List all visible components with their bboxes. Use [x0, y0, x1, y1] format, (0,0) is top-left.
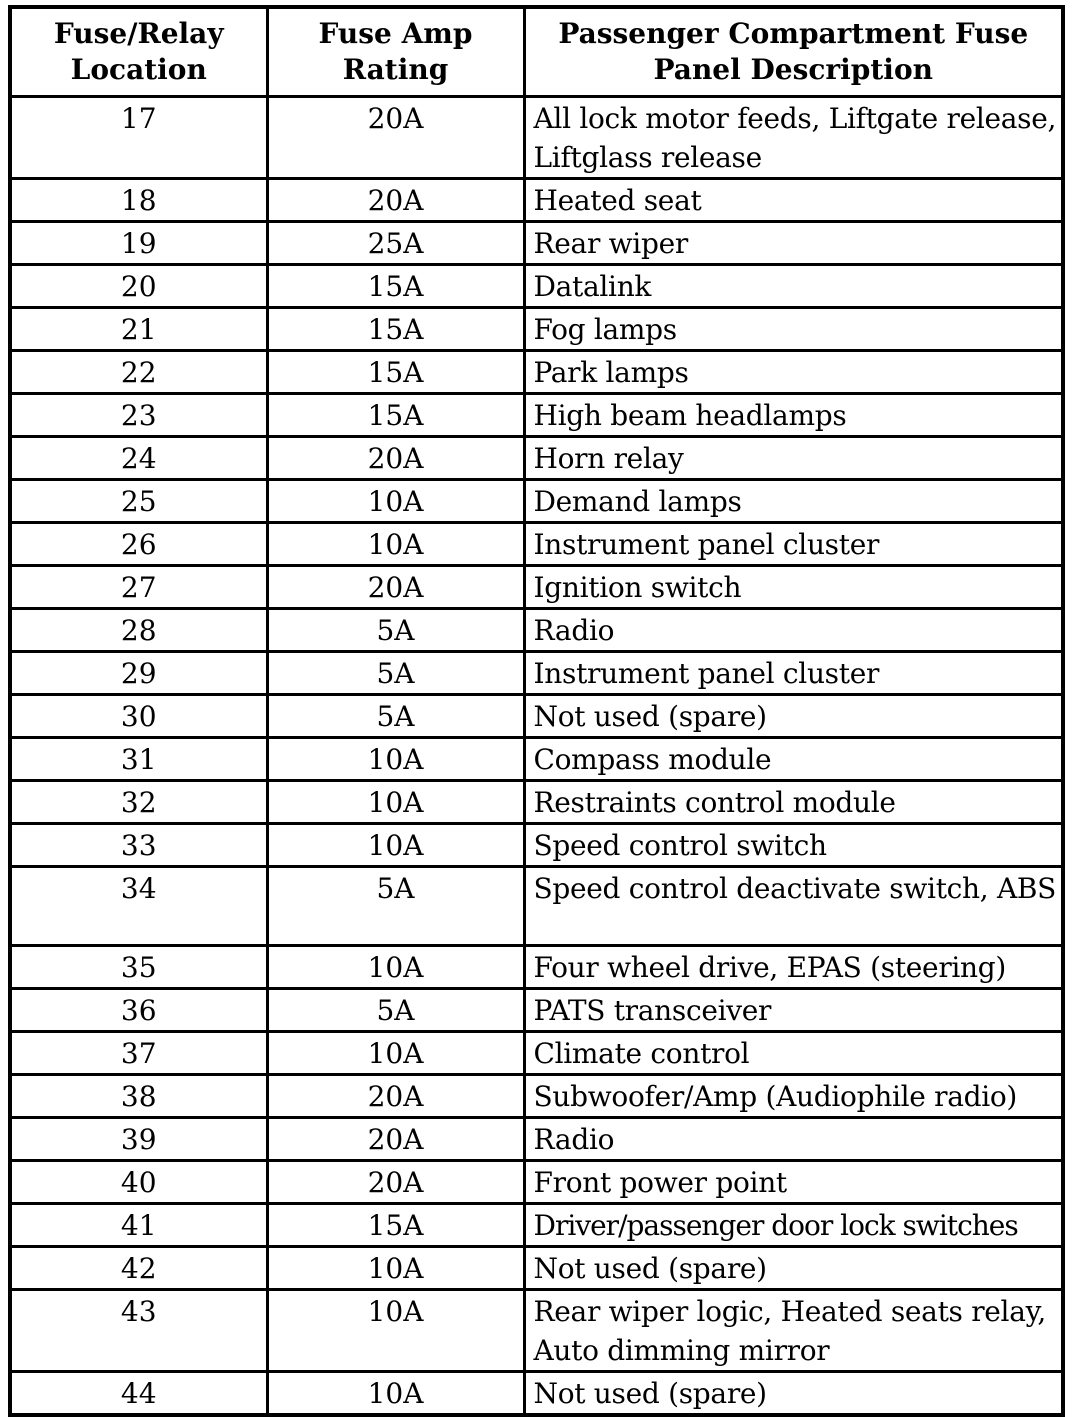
fuse-location: 25	[10, 480, 267, 523]
table-row	[10, 609, 1063, 652]
fuse-description: Horn relay	[524, 437, 1063, 480]
fuse-location: 35	[10, 946, 267, 989]
fuse-amp: 10A	[267, 1247, 524, 1290]
fuse-amp: 10A	[267, 1372, 524, 1416]
fuse-amp: 20A	[267, 437, 524, 480]
fuse-description: Compass module	[524, 738, 1063, 781]
fuse-description: Driver/passenger door lock switches	[524, 1204, 1063, 1247]
fuse-description: Instrument panel cluster	[524, 652, 1063, 695]
fuse-amp: 5A	[267, 989, 524, 1032]
fuse-location: 44	[10, 1372, 267, 1416]
fuse-description: High beam headlamps	[524, 394, 1063, 437]
table-row	[10, 265, 1063, 308]
fuse-location: 27	[10, 566, 267, 609]
fuse-description: Front power point	[524, 1161, 1063, 1204]
fuse-description: Demand lamps	[524, 480, 1063, 523]
fuse-amp: 15A	[267, 394, 524, 437]
fuse-location: 40	[10, 1161, 267, 1204]
fuse-description: Datalink	[524, 265, 1063, 308]
table-row	[10, 867, 1063, 946]
fuse-location: 33	[10, 824, 267, 867]
table-row	[10, 1118, 1063, 1161]
fuse-description: Instrument panel cluster	[524, 523, 1063, 566]
fuse-description: Speed control switch	[524, 824, 1063, 867]
table-row	[10, 523, 1063, 566]
fuse-description: Subwoofer/Amp (Audiophile radio)	[524, 1075, 1063, 1118]
fuse-amp: 10A	[267, 480, 524, 523]
fuse-description: Restraints control module	[524, 781, 1063, 824]
table-row	[10, 179, 1063, 222]
table-row	[10, 97, 1063, 179]
fuse-description: Rear wiper	[524, 222, 1063, 265]
fuse-amp: 5A	[267, 695, 524, 738]
fuse-location: 29	[10, 652, 267, 695]
table-row	[10, 781, 1063, 824]
fuse-location: 30	[10, 695, 267, 738]
fuse-description: Climate control	[524, 1032, 1063, 1075]
table-row	[10, 394, 1063, 437]
fuse-amp: 10A	[267, 1032, 524, 1075]
fuse-location: 32	[10, 781, 267, 824]
fuse-amp: 5A	[267, 609, 524, 652]
fuse-description: Four wheel drive, EPAS (steering)	[524, 946, 1063, 989]
fuse-location: 36	[10, 989, 267, 1032]
fuse-location: 28	[10, 609, 267, 652]
fuse-description: Heated seat	[524, 179, 1063, 222]
fuse-table	[8, 5, 1065, 1417]
fuse-description: PATS transceiver	[524, 989, 1063, 1032]
fuse-amp: 20A	[267, 566, 524, 609]
fuse-location: 41	[10, 1204, 267, 1247]
table-row	[10, 1372, 1063, 1416]
fuse-amp: 15A	[267, 265, 524, 308]
header-amp-rating: Fuse Amp Rating	[267, 7, 524, 97]
fuse-amp: 15A	[267, 351, 524, 394]
table-row	[10, 695, 1063, 738]
fuse-amp: 10A	[267, 523, 524, 566]
table-row	[10, 1290, 1063, 1372]
table-row	[10, 222, 1063, 265]
table-row	[10, 351, 1063, 394]
table-row	[10, 1032, 1063, 1075]
fuse-location: 26	[10, 523, 267, 566]
fuse-location: 22	[10, 351, 267, 394]
fuse-description: Radio	[524, 609, 1063, 652]
fuse-amp: 10A	[267, 1290, 524, 1372]
header-description: Passenger Compartment Fuse Panel Description	[524, 7, 1063, 97]
fuse-amp: 5A	[267, 867, 524, 946]
fuse-location: 31	[10, 738, 267, 781]
fuse-amp: 20A	[267, 1118, 524, 1161]
fuse-location: 19	[10, 222, 267, 265]
header-location: Fuse/Relay Location	[10, 7, 267, 97]
table-row	[10, 824, 1063, 867]
fuse-location: 17	[10, 97, 267, 179]
fuse-location: 37	[10, 1032, 267, 1075]
fuse-amp: 10A	[267, 946, 524, 989]
fuse-location: 43	[10, 1290, 267, 1372]
table-row	[10, 1247, 1063, 1290]
fuse-description: Ignition switch	[524, 566, 1063, 609]
fuse-amp: 10A	[267, 824, 524, 867]
fuse-amp: 20A	[267, 179, 524, 222]
fuse-amp: 15A	[267, 1204, 524, 1247]
fuse-location: 20	[10, 265, 267, 308]
fuse-amp: 25A	[267, 222, 524, 265]
fuse-amp: 20A	[267, 97, 524, 179]
fuse-description: All lock motor feeds, Liftgate release, Liftglass release	[524, 97, 1063, 179]
fuse-amp: 10A	[267, 781, 524, 824]
table-row	[10, 946, 1063, 989]
fuse-location: 21	[10, 308, 267, 351]
fuse-amp: 10A	[267, 738, 524, 781]
table-row	[10, 480, 1063, 523]
fuse-description: Radio	[524, 1118, 1063, 1161]
table-row	[10, 1075, 1063, 1118]
fuse-amp: 20A	[267, 1075, 524, 1118]
table-row	[10, 308, 1063, 351]
fuse-location: 24	[10, 437, 267, 480]
fuse-location: 39	[10, 1118, 267, 1161]
fuse-description: Not used (spare)	[524, 1247, 1063, 1290]
fuse-description: Not used (spare)	[524, 1372, 1063, 1416]
fuse-location: 42	[10, 1247, 267, 1290]
fuse-location: 18	[10, 179, 267, 222]
table-row	[10, 1161, 1063, 1204]
fuse-description: Fog lamps	[524, 308, 1063, 351]
table-row	[10, 652, 1063, 695]
table-row	[10, 738, 1063, 781]
fuse-description: Not used (spare)	[524, 695, 1063, 738]
fuse-location: 23	[10, 394, 267, 437]
header-row	[10, 7, 1063, 97]
fuse-description: Park lamps	[524, 351, 1063, 394]
fuse-location: 38	[10, 1075, 267, 1118]
fuse-description: Rear wiper logic, Heated seats relay, Auto dimming mirror	[524, 1290, 1063, 1372]
fuse-amp: 15A	[267, 308, 524, 351]
fuse-description: Speed control deactivate switch, ABS	[524, 867, 1063, 946]
table-row	[10, 437, 1063, 480]
table-row	[10, 989, 1063, 1032]
fuse-amp: 20A	[267, 1161, 524, 1204]
table-row	[10, 566, 1063, 609]
table-row	[10, 1204, 1063, 1247]
fuse-location: 34	[10, 867, 267, 946]
fuse-amp: 5A	[267, 652, 524, 695]
